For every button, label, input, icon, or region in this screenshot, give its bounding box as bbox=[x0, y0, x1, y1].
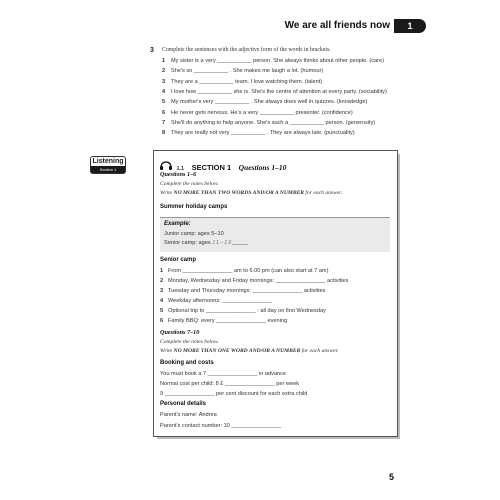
listening-tag bbox=[90, 156, 126, 174]
exercise-item: 8 They are really not very ___________ . They are always late. (punctuality) bbox=[162, 130, 355, 137]
questions-1-6-instruction: Complete the notes below. bbox=[160, 181, 219, 187]
track-number: 1.1 bbox=[176, 166, 185, 173]
booking-line: 9 ________________ per cent discount for each extra child bbox=[160, 391, 308, 397]
exercise-number: 3 bbox=[150, 47, 154, 54]
camp-title: Summer holiday camps bbox=[160, 204, 228, 210]
exercise-item: 3 They are a ___________ team. I love watching them. (talent) bbox=[162, 78, 323, 85]
booking-line: You must book a 7 ________________ in advance bbox=[160, 371, 287, 377]
exercise-instruction: Complete the sentences with the adjective form of the words in brackets. bbox=[162, 47, 331, 53]
unit-number-badge: 1 bbox=[394, 19, 426, 33]
questions-1-6-heading: Questions 1–6 bbox=[160, 171, 197, 178]
exercise-item: 2 She's so ___________ . She makes me laugh a lot. (humour) bbox=[162, 68, 324, 75]
exercise-item: 5 My mother's very ___________ . She always does well in quizzes. (knowledge) bbox=[162, 99, 368, 106]
booking-heading: Booking and costs bbox=[160, 360, 214, 366]
senior-camp-item: 5 Optional trip to ________________ : all day on first Wednesday bbox=[160, 308, 326, 314]
example-line-1: Junior camp: ages 5–10 bbox=[164, 231, 224, 237]
page-number: 5 bbox=[389, 472, 395, 482]
senior-camp-item: 3 Tuesday and Thursday mornings: ________________ activities bbox=[160, 288, 326, 294]
listening-label: Listening bbox=[92, 158, 124, 165]
booking-line: Normal cost per child: 8 £ ________________ per week bbox=[160, 381, 300, 387]
personal-line: Parent's name: Andrea bbox=[160, 412, 217, 418]
questions-1-6-rule: Write NO MORE THAN TWO WORDS AND/OR A NUMBER for each answer. bbox=[160, 190, 343, 196]
listening-section-label: Section 1 bbox=[91, 166, 125, 173]
questions-7-10-instruction: Complete the notes below. bbox=[160, 339, 219, 345]
listening-question-box bbox=[153, 150, 398, 437]
example-label: Example: bbox=[164, 221, 191, 227]
exercise-item: 1 My sister is a very ___________ person. She always thinks about other people. (care) bbox=[162, 58, 384, 64]
questions-7-10-rule: Write NO MORE THAN ONE WORD AND/OR A NUMBER for each answer. bbox=[160, 348, 339, 354]
example-answer: 11–16 bbox=[212, 240, 233, 246]
exercise-item: 7 She'll do anything to help anyone. She's such a ___________ person. (generosity) bbox=[162, 119, 376, 126]
exercise-item: 4 I love how ___________ she is. She's the centre of attention at every party. (sociability) bbox=[162, 88, 387, 95]
questions-range: Questions 1–10 bbox=[238, 163, 287, 173]
senior-camp-item: 4 Weekday afternoons: ________________ bbox=[160, 298, 273, 304]
personal-details-heading: Personal details bbox=[160, 401, 207, 407]
example-line-2: Senior camp: ages 11–16_____ bbox=[164, 240, 248, 246]
senior-camp-item: 1 From ________________ am to 6.00 pm (can also start at 7 am) bbox=[160, 268, 329, 274]
unit-title: We are all friends now bbox=[284, 20, 390, 31]
section-title: SECTION 1 bbox=[191, 163, 232, 173]
example-box bbox=[160, 217, 390, 252]
senior-camp-item: 2 Monday, Wednesday and Friday mornings: ________________ activities bbox=[160, 278, 349, 284]
senior-camp-item: 6 Family BBQ: every ________________ evening bbox=[160, 318, 288, 324]
personal-line: Parent's contact number: 10 ________________ bbox=[160, 423, 282, 429]
questions-7-10-heading: Questions 7–10 bbox=[160, 329, 200, 336]
senior-camp-heading: Senior camp bbox=[160, 257, 197, 263]
exercise-item: 6 He never gets nervous. He's a very ___________ presenter. (confidence) bbox=[162, 109, 353, 116]
